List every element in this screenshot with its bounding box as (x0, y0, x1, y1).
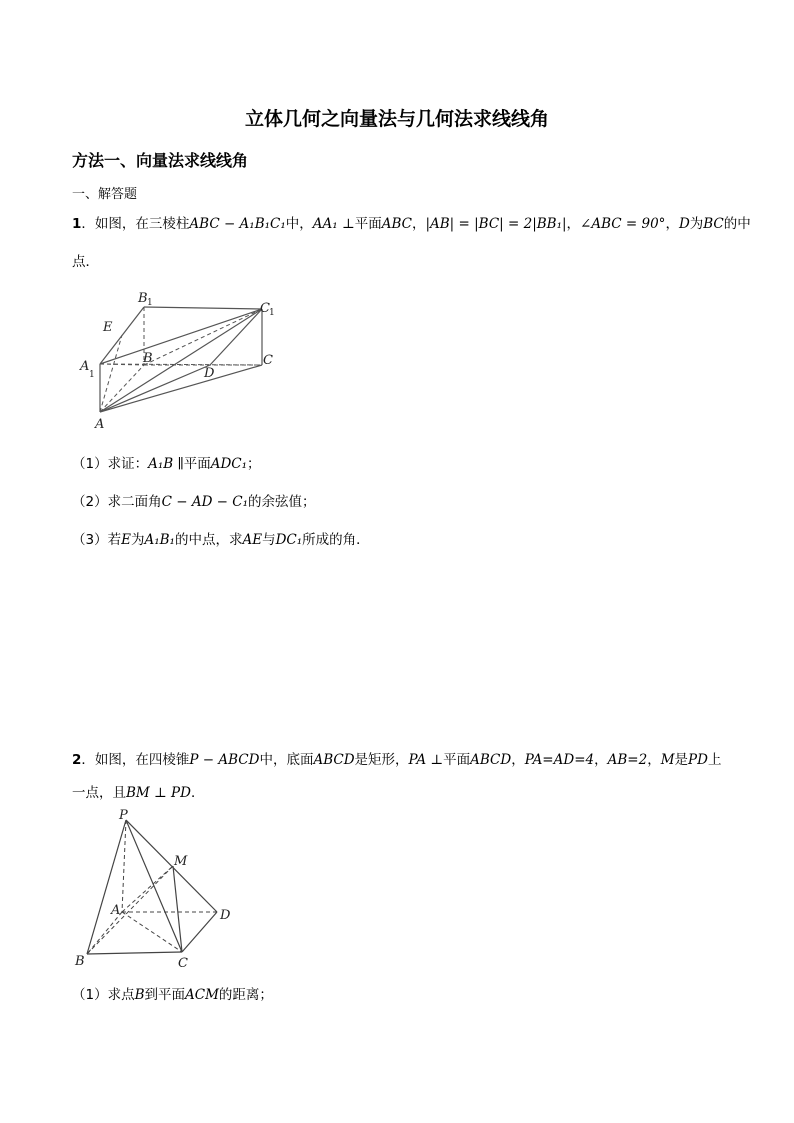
q1-line-1: 1．如图，在三棱柱ABC − A₁B₁C₁中，AA₁ ⊥平面ABC，|AB| = |BC| = 2|BB₁|，∠ABC = 90°，D为BC的中 (72, 216, 751, 232)
edge-ac1 (100, 309, 262, 412)
edge-pd (126, 820, 217, 912)
edge-mc (173, 866, 182, 952)
edge-ab (87, 912, 122, 954)
q1-prism-figure (70, 282, 290, 438)
angle-expr: ∠ABC = 90° (580, 216, 666, 232)
svg-text:C: C (260, 301, 270, 316)
q1-line-2: 点． (72, 254, 99, 270)
edge-bc (87, 952, 182, 954)
edge-b1c1 (144, 307, 262, 309)
q2-sub-1: （1）求点B到平面ACM的距离； (72, 987, 273, 1003)
svg-text:A: A (111, 903, 121, 918)
section-heading: 方法一、向量法求线线角 (72, 151, 249, 170)
q2-number: 2 (72, 752, 82, 768)
svg-text:D: D (220, 908, 231, 923)
group-label: 一、解答题 (72, 187, 138, 202)
q2-line-1: 2．如图，在四棱锥P − ABCD中，底面ABCD是矩形，PA ⊥平面ABCD，PA=AD=4，AB=2，M是PD上 (72, 752, 722, 768)
edge-ac (100, 365, 262, 412)
svg-text:A: A (95, 417, 105, 432)
q2-line-2: 一点，且BM ⊥ PD． (72, 785, 205, 801)
q2-pyramid-figure (70, 806, 245, 971)
lengths-expr: |AB| = |BC| = 2|BB₁| (425, 216, 567, 232)
svg-text:D: D (204, 366, 215, 381)
svg-text:1: 1 (147, 298, 153, 308)
edge-a1c1 (100, 309, 262, 364)
svg-text:1: 1 (269, 308, 275, 318)
svg-text:B: B (138, 291, 148, 306)
q1-sub-3: （3）若E为A₁B₁的中点，求AE与DC₁所成的角． (72, 532, 370, 548)
edge-bc1 (144, 309, 262, 365)
svg-text:A: A (80, 359, 90, 374)
edge-pc (126, 820, 182, 952)
prism-expr: ABC − A₁B₁C₁ (189, 216, 286, 232)
svg-text:M: M (174, 854, 188, 869)
svg-text:C: C (263, 353, 273, 368)
page-title: 立体几何之向量法与几何法求线线角 (244, 108, 549, 130)
edge-am (122, 866, 173, 912)
svg-text:1: 1 (89, 370, 95, 380)
edge-cd (182, 912, 217, 952)
q1-number: 1 (72, 216, 82, 232)
q1-sub-1: （1）求证：A₁B ∥平面ADC₁； (72, 456, 261, 472)
svg-text:B: B (75, 954, 85, 969)
q1-sub-2: （2）求二面角C − AD − C₁的余弦值； (72, 494, 316, 510)
svg-text:B: B (143, 351, 153, 366)
svg-text:C: C (178, 956, 188, 971)
svg-text:E: E (103, 320, 113, 335)
edge-ad (100, 365, 210, 412)
svg-text:P: P (119, 808, 128, 823)
